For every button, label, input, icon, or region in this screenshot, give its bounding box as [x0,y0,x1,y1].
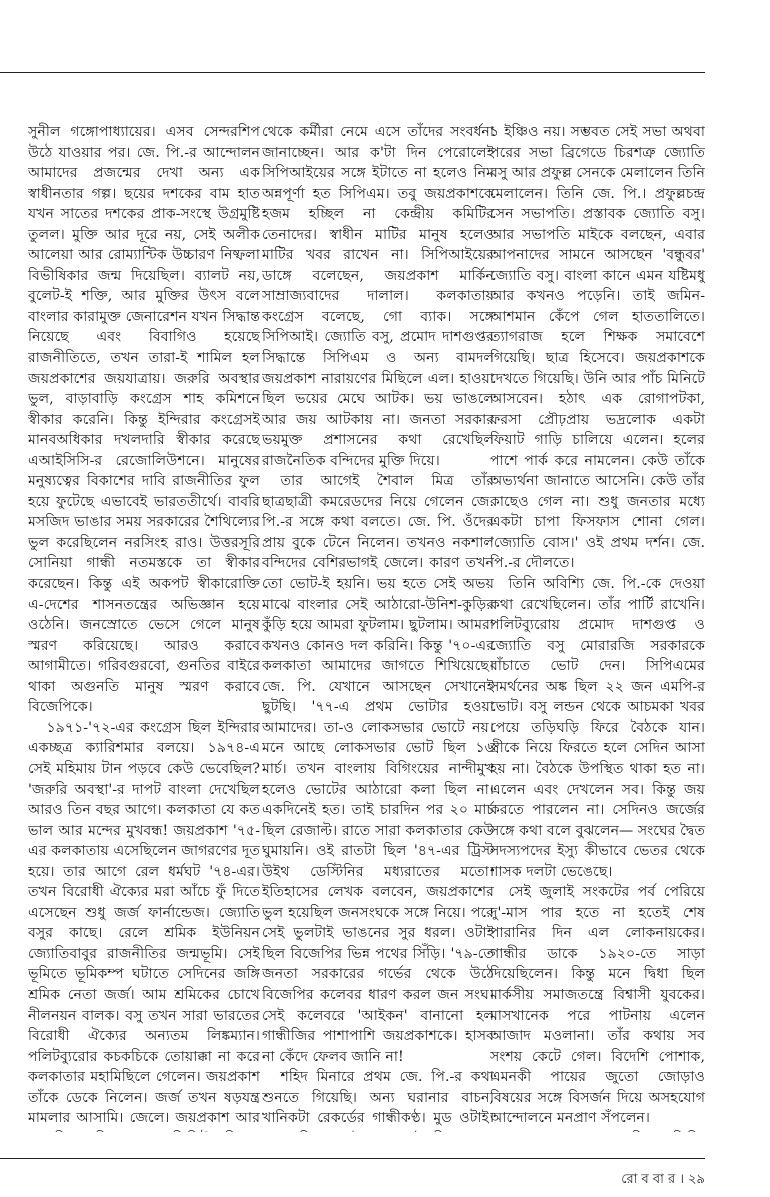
paragraph: থেকে কর্মীরা নেমে এসে তাঁদের সংবর্ধনা জানাচ্ছেন। আর ক'টা দিন পেরোলেই সিপিআইয়ের সঙ্গে ইটাতে না হলেও নিম অন্নপূর্ণা হত সিপিএম। তবু জয়প্রকাশকে হজম হচ্ছিল না কেন্দ্রীয় কমিটির তেনাদের। স্বাধীন মাটির মানুষ হলেও মাটির খবর রাখেন না। সিপিআইয়ের ডাঙ্গে বলেছেন, জয়প্রকাশ মার্কিন সাম্রাজ্যবাদের দালাল। কলকাতায় কংগ্রেস বলেছে, গো ব্যাক। সঙ্গে সিপিআই। জ্যোতি বসু, প্রমোদ দাশগুপ্তর সিদ্ধান্তে সিপিএম ও অন্য বামদল জয়প্রকাশ নারায়ণের মিছিলে এল। হাওয়া ছিল ভয়ের মেঘে আটক। ভয় ভাঙলে আর জয় আটকায় না। জনতা সরকার ভয়মুক্ত প্রশাসনের কথা রেখেছিল রাজনৈতিক বন্দিদের মুক্তি দিয়ে। [262,124,494,469]
paragraph: ১ ইঞ্চিও নয়। সম্ভবত সেই সভা অথবা পরের সভা ব্রিগেডে চিরশত্রু জ্যোতি বসু আর প্রফুল্ল সেনকে মেলালেন তিনি মেলালেন। তিনি জে. পি.। প্রফুল্লচন্দ্র সেন সভাপতি। প্রস্তাবক জ্যোতি বসু। আর সভাপতি মাইকে বলছেন, এবার আপনাদের সামনে আসছেন 'বন্ধুবর' জ্যোতি বসু। বাংলা কানে এমন যষ্টিমধু আর কখনও পড়েনি। তাই জমিন-আশমান কেঁপে গেল হাততালিতে। ত্যাগরাজ হলে শিক্ষক সমাবেশে গিয়েছি। ছাত্র হিসেবে। জয়প্রকাশকে দেখতে গিয়েছি। উনি আর পাঁচ মিনিটে আসবেন। হঠাৎ এক রোগাপটকা, ফরসা প্রৌঢ়প্রায় ভদ্রলোক একটা ফিয়াট গাড়ি চালিয়ে এলেন। হলের পাশে পার্ক করে নামলেন। কেউ তাঁকে অভ্যর্থনা জানাতে আসেনি। কেউ তাঁর কাছেও গেল না। শুধু জনতার মধ্যে একটা চাপা ফিসফাস শোনা গেল। 'জ্যোতি বোস।' ওই প্রথম দর্শন। জে. পি.-র দৌলতে। [490,124,705,572]
paragraph: শহিদ মিনারে প্রথম জে. পি.-র কথা শুনতে গিয়েছি। অন্য ঘরানার বাচন, খানিকটা রেকর্ডের গান্ধীকণ্ঠ। মুড ওটাই। [262,1069,494,1127]
paragraph: তার আগেই শৈবাল মিত্র তাঁর ছাত্রছাত্রী কমরেডদের নিয়ে গেলেন জে. পি.-র সঙ্গে কথা বলতে। জে. পি. ওঁদের প্রায় বুকে টেনে নিলেন। তখনও নকশাল বন্দিদের বেশিরভাগই জেলে। কারণ তখন তো ভোট-ই হয়নি। ভয় হতে সেই অভয় মাঝে বাংলার সেই আঠারো-উনিশ-কুড়ির কুঁড়ি হয়ে আমরা ফুটলাম। ছুটলাম। আমরা কখনও কোনও দল করিনি। কিন্তু '৭০-এর কলকাতা আমাদের জাগতে শিখিয়েছে। জে. পি. যেখানে আসছেন সেখানেই ছুটছি। '৭৭-এ প্রথম ভোটার হওয়া আমাদের। তা-ও লোকসভার ভোটে নয়। মনে আছে লোকসভার ভোট ছিল ১৬ মার্চ। তখন বাংলায় বিগিংয়ের নান্দীমুখ হলেও ভোটের আঠারো কলা ছিল না। একদিনেই হত। তাই চারদিন পর ২০ মার্চ ছিল রেজাল্ট। রাতে সারা কলকাতার কেউ ঘুমায়নি। ওই রাতটা ছিল '৪৭-এর ট্রিস্ট উইথ ডেস্টিনির মধ্যরাতের মতো। ইতিহাসের লেখক বলবেন, জয়প্রকাশের ভুল হয়েছিল জনসংঘকে সঙ্গে নিয়ে। পরে সেই ভুলটাই ভাঙনের সুর ধরল। ওটাই ছিল বিজেপির ভিন্ন পথের সিঁড়ি। '৭৯-তে জনতা সরকারের গর্ভের থেকে উঠে বিজেপির কলেবর ধারণ করল জন সংঘ। সেই কলেবরে 'আইকন' বানানো হল গান্ধীজির পাশাপাশি জয়প্রকাশকে। হাসব না কেঁদে ফেলব জানি না! [262,473,494,1065]
paragraph: সুনীল গঙ্গোপাধ্যায়ের। এসব সেন্দরশিপ উঠে যাওয়ার পর। জে. পি.-র আন্দোলন আমাদের প্রজন্মের দেখা অন্য এক স্বাধীনতার গল্প। ছয়ের দশকের বাম হাত যখন সাতের দশকের প্রাক-সংস্থে উগ্রমুষ্টি তুলল। মুক্তি আর দূরে নয়, সেই অলীক আলেয়া আর রোম্যান্টিক উচ্চারণ নিষ্ফলা বিভীষিকার জন্ম দিয়েছিল। ব্যালট নয়, বুলেট-ই শক্তি, আর মুক্তির উৎস বলে বাংলার কারামুক্ত জেনারেশন যখন সিদ্ধান্ত নিয়েছে এবং বিবাগিও হয়েছে রাজনীতিতে, তখন তারা-ই শামিল হল জয়প্রকাশের জয়যাত্রায়। জরুরি অবস্থার ভুল, বাড়াবাড়ি কংগ্রেস শাহ কমিশনে স্বীকার করেনি। কিন্তু ইন্দিরার কংগ্রেসই মানবঅধিকার দখলদারি স্বীকার করেছে এআইসিসি-র রেজোলিউশনে। মানুষের মনুষ্যত্বের বিকাশের দাবি রাজনীতির ফুল হয়ে ফুটেছে এভাবেই ভারততীর্থে। বাবরি মসজিদ ভাঙার সময় সরকারের শৈথিল্যের ভুল করেছিলেন নরসিংহ রাও। উত্তরসূরি সোনিয়া গান্ধী নতমস্তকে তা স্বীকার করেছেন। কিন্তু এই অকপট স্বীকারোক্তি এ-দেশের শাসনতন্ত্রের অভিজ্ঞান হয়ে ওঠেনি। জনস্রোতে ভেসে গেলে মানুষ স্মরণ করিয়েছে। আরও করাবে আগামীতে। গরিবগুরবো, গুনতির বাইরে থাকা অগুনতি মানুষ স্মরণ করাবে বিজেপিকে। [28,124,260,716]
paragraph: সেই জুলাই সংকটের পর্ব পেরিয়ে দু'-মাস পার হতে না হতেই শেষ পারানির দিন এল লোকনায়কের। গান্ধীর ডাকে ১৯২০-তে সাড়া দিয়েছিলেন। কিন্তু মনে দ্বিধা ছিল মার্কসীয় সমাজতন্ত্রে বিশ্বাসী যুবকের। মাসখানেক পরে পাটনায় এলেন আজাদ মওলানা। তাঁর কথায় সব সংশয় কেটে গেল। বিদেশি পোশাক, এমনকী পায়ের জুতো জোড়াও বিষয়ের সঙ্গে বিসর্জন দিয়ে অসহযোগ আন্দোলনে মনপ্রাণ সঁপলেন। [490,884,705,1127]
page-footer: রো ব বা র । ২৯ [621,1172,705,1187]
article-column-2 [262,122,494,1132]
article-column-1 [28,122,260,1132]
paragraph: তিনি অবিশ্যি জে. পি.-কে দেওয়া কথা রেখেছিলেন। তাঁর পার্টি রাখেনি। পলিটব্যুরোয় প্রমোদ দাশগুপ্ত ও জ্যোতি বসু মোরারজি সরকারকে বাঁচাতে ভোট দেন। সিপিএমের সমর্থনের অঙ্ক ছিল ২২ জন এমপি-র ভোট। বসু লন্ডন থেকে আচমকা খবর পেয়ে তড়িঘড়ি ফিরে বৈঠকে যান। স্ত্রীকে নিয়ে ফিরতে হলে সেদিন আসা হয় না। বৈঠকে উপস্থিত থাকা হত না। এলেন এবং দেখলেন সব। কিন্তু জয় করতে পারলেন না। সেদিনও জর্জের সঙ্গে কথা বলে বুঝলেন— সংঘের দ্বৈত সদস্যপদের ইস্যু কীভাবে ভেতর থেকে শাসক দলটা ভেঙেছে। [490,576,705,880]
article-column-3 [490,122,705,1132]
footer-rule [0,1158,705,1159]
header-rule [0,72,705,73]
paragraph: ১৯৭১-'৭২-এর কংগ্রেস ছিল ইন্দিরার একচ্ছত্র ক্যারিশমার বলয়ে। ১৯৭৪-এ সেই মহিমায় টান পড়বে কেউ ভেবেছিল? 'জরুরি অবস্থা'-র দাপট বাংলা দেখেছিল আরও তিন বছর আগে। কলকাতা যে কত ভাল আর মন্দের মুখবন্ধ! জয়প্রকাশ '৭৫-এর কলকাতায় এসেছিলেন জাগরণের দূত হয়ে। তার আগে রেল ধর্মঘট '৭৪-এর। তখন বিরোধী ঐক্যের মরা আঁচে ফুঁ দিতে এসেছেন শুধু জর্জ ফার্নান্ডেজ। জ্যোতি বসুর কাছে। রেলে শ্রমিক ইউনিয়ন জ্যোতিবাবুর রাজনীতির জন্মভূমি। সেই ভূমিতে ভূমিকম্প ঘটাতে সেদিনের জঙ্গি শ্রমিক নেতা জর্জ। আম শ্রমিকের চোখে নীলনয়ন বালক। বসু তখন সারা ভারতের বিরোধী ঐক্যের অন্যতম লিঙ্কম্যান। পলিটব্যুরোর কচকচিকে তোয়াক্কা না করে কলকাতার মহামিছিলে গেলেন। জয়প্রকাশ তাঁকে ডেকে নিলেন। জর্জ তখন ষড়যন্ত্র মামলার আসামি। জেলে। জয়প্রকাশ আর [28,719,260,1127]
paragraph [490,1129,705,1132]
